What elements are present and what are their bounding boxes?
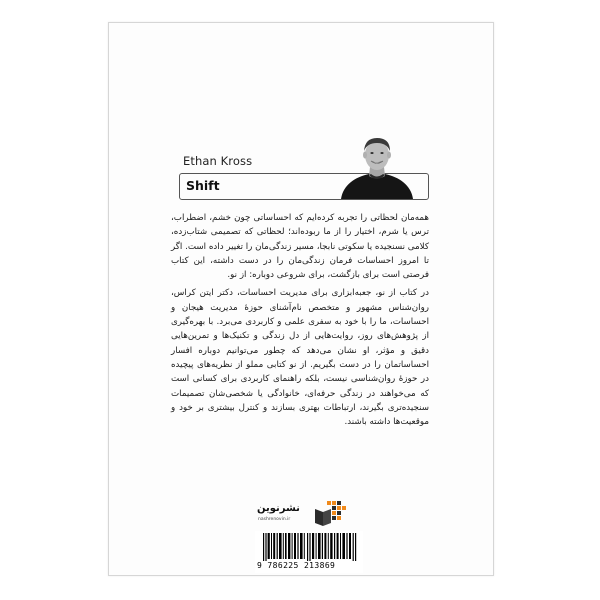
barcode-bars-icon <box>263 533 359 561</box>
blurb-paragraph-2: در کتاب از نو، جعبه‌ابزاری برای مدیریت احساسات، دکتر ایتن کراس، روان‌شناس مشهور و متخصص نام‌آشنای حوزهٔ مدیریت هیجان و احساسات، ما را با خود به سفری علمی و کاربردی می‌برد. با بهره‌گیری از پژوهش‌های روز، روایت‌هایی از دل زندگی و تکنیک‌ها و تمرین‌هایی دقیق و مؤثر، او نشان می‌دهد که چطور می‌توانیم دوباره افسار احساساتمان را در دست بگیریم. از نو کتابی مملو از نظریه‌های پیچیده در حوزهٔ روان‌شناسی نیست، بلکه راهنمای کاربردی برای کسانی است که می‌خواهند در زندگی حرفه‌ای، خانوادگی یا شخصی‌شان تصمیمات سنجیده‌تری بگیرند، ارتباطات بهتری بسازند و کنترل بیشتری بر خود و موقعیت‌ها داشته باشند. <box>171 288 429 428</box>
blurb-paragraph-1: همه‌مان لحظاتی را تجربه کرده‌ایم که احساساتی چون خشم، اضطراب، ترس یا شرم، اختیار را از ما ربوده‌اند؛ لحظاتی که تصمیمی شتاب‌زده، کلامی نسنجیده یا سکوتی نابجا، مسیر زندگی‌مان را تغییر داده است. اگر تا امروز احساسات فرمان زندگی‌مان را در دست داشته، این کتاب فرصتی است برای بازگشت، برای شروعی دوباره: از نو. <box>171 213 429 281</box>
publisher-name: نشرنوین <box>257 503 300 514</box>
book-back-cover <box>108 22 494 576</box>
barcode <box>255 531 363 573</box>
publisher-block <box>257 499 357 527</box>
publisher-website: nashrenovin.ir <box>258 517 291 522</box>
author-photo <box>337 133 417 199</box>
barcode-digits: 9 786225 213869 <box>257 561 336 570</box>
book-title: Shift <box>186 178 220 193</box>
author-name: Ethan Kross <box>183 154 253 168</box>
publisher-logo-icon <box>313 499 347 527</box>
blurb-text <box>171 211 429 433</box>
